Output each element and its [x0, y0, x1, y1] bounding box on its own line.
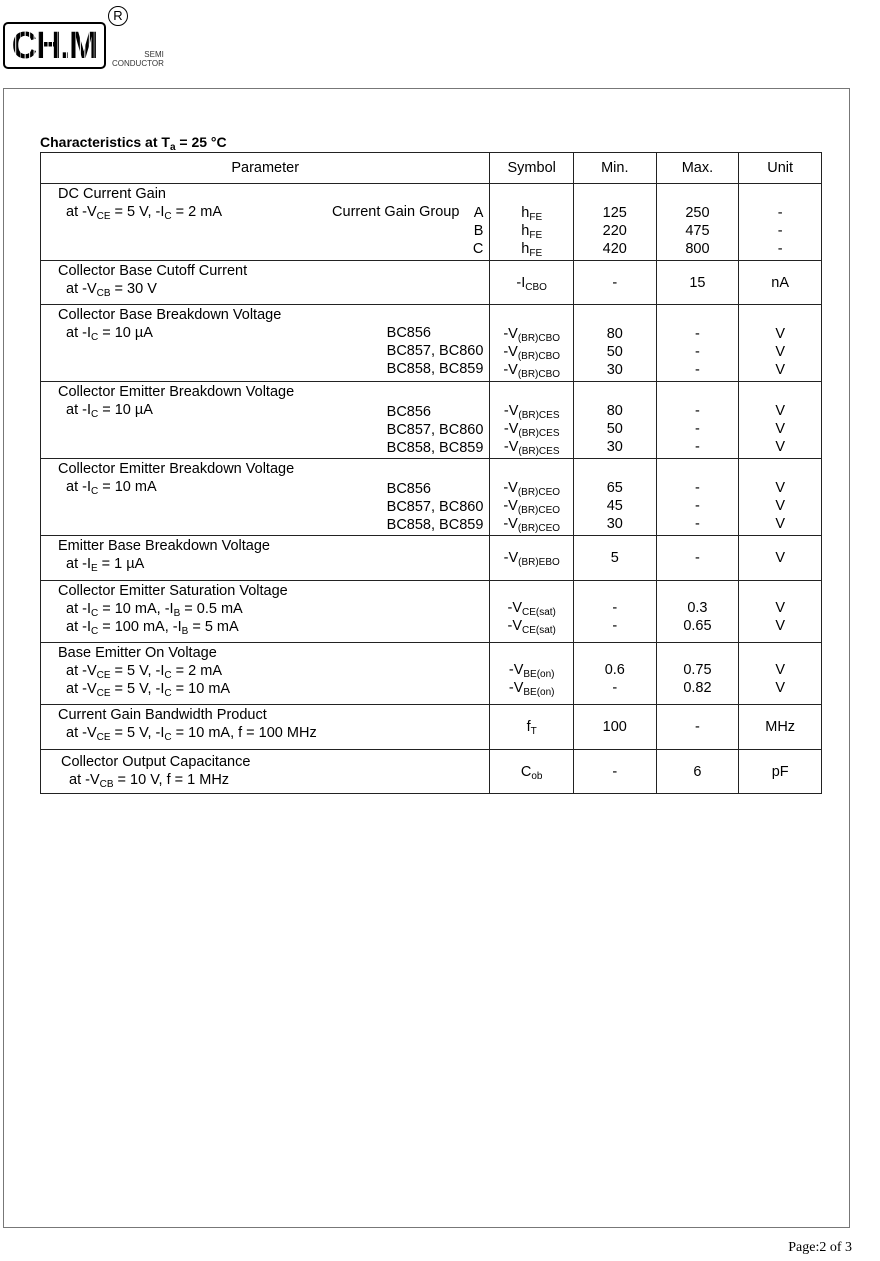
symbol-main: C: [520, 763, 532, 780]
min-value: 5: [610, 550, 619, 566]
condition-text: at -V: [66, 663, 97, 679]
parameter-cell: [41, 705, 490, 750]
symbol-main: -V: [503, 480, 518, 496]
parameter-condition: [61, 771, 489, 789]
condition-text: = 10 V, f = 1 MHz: [113, 772, 230, 788]
condition-subscript: C: [90, 332, 99, 343]
variant-list: [387, 401, 484, 457]
parameter-name: Collector Emitter Breakdown Voltage: [58, 384, 295, 400]
symbol-value: [490, 497, 573, 515]
min-value: -: [612, 763, 618, 780]
symbol-main: -V: [507, 600, 522, 616]
symbol-main: -V: [503, 362, 518, 378]
symbol-subscript: (BR)CBO: [517, 351, 561, 362]
condition-subscript: CE: [96, 670, 111, 681]
condition-text: = 5 V, -I: [110, 663, 165, 679]
variant-item: BC857, BC860: [386, 343, 484, 359]
symbol-main: -V: [503, 498, 518, 514]
symbol-cell: [490, 261, 574, 305]
parameter-cell: [41, 750, 490, 794]
parameter-name: Base Emitter On Voltage: [58, 645, 217, 661]
parameter-condition: [58, 662, 489, 680]
unit-value: V: [775, 498, 785, 514]
symbol-subscript: CBO: [525, 281, 547, 293]
parameter-condition: [58, 680, 489, 698]
condition-text: at -I: [66, 479, 91, 495]
condition-text: = 30 V: [110, 281, 157, 297]
symbol-main: -V: [503, 550, 519, 566]
title-subscript: a: [169, 142, 176, 153]
symbol-subscript: CE(sat): [521, 625, 556, 636]
variant-item: BC857, BC860: [386, 499, 484, 515]
unit-value: pF: [771, 763, 789, 780]
min-value: -: [612, 600, 618, 616]
variant-item: BC858, BC859: [386, 440, 484, 456]
condition-text: at -V: [66, 725, 97, 741]
col-header-parameter: Parameter: [41, 153, 490, 184]
parameter-cell: [41, 459, 490, 536]
max-cell: [656, 184, 739, 261]
min-cell: [574, 382, 657, 459]
unit-cell: [739, 581, 822, 643]
symbol-main: -V: [503, 344, 518, 360]
max-value: 250: [685, 205, 710, 221]
condition-text: at -V: [66, 681, 97, 697]
min-value: 0.6: [604, 662, 625, 678]
condition-text: at -I: [66, 402, 91, 418]
condition-subscript: B: [173, 608, 181, 619]
symbol-cell: [490, 705, 574, 750]
condition-subscript: C: [164, 688, 172, 699]
symbol-subscript: FE: [529, 230, 543, 241]
variant-item: BC856: [386, 481, 431, 497]
variant-list: [332, 203, 484, 258]
variant-item: BC856: [386, 404, 431, 420]
symbol-subscript: FE: [529, 248, 543, 259]
symbol-value: [490, 343, 573, 361]
condition-text: at -V: [66, 281, 97, 297]
symbol-subscript: (BR)CBO: [517, 369, 561, 380]
symbol-subscript: (BR)CES: [518, 446, 560, 457]
condition-subscript: C: [164, 211, 172, 222]
symbol-main: -V: [508, 662, 524, 678]
table-row: [41, 459, 822, 536]
condition-subscript: E: [90, 563, 98, 574]
unit-value: -: [777, 223, 783, 239]
table-row: [41, 305, 822, 382]
symbol-value: [490, 402, 573, 420]
symbol-value: [490, 240, 573, 258]
max-value: 6: [693, 763, 702, 780]
symbol-subscript: CE(sat): [521, 607, 556, 618]
symbol-value: [490, 274, 573, 292]
unit-value: V: [775, 421, 785, 437]
max-cell: [656, 750, 739, 794]
unit-value: V: [775, 403, 785, 419]
min-cell: [574, 705, 657, 750]
condition-subscript: C: [90, 409, 99, 420]
max-value: -: [695, 344, 700, 360]
variant-item: C: [472, 241, 484, 257]
min-cell: [574, 459, 657, 536]
symbol-value: [490, 718, 573, 736]
condition-subscript: B: [181, 626, 189, 637]
max-cell: [656, 305, 739, 382]
parameter-name: Collector Base Breakdown Voltage: [58, 307, 282, 323]
table-row: [41, 705, 822, 750]
min-cell: [574, 261, 657, 305]
table-row: [41, 261, 822, 305]
max-value: -: [695, 516, 700, 532]
unit-value: V: [775, 344, 785, 360]
parameter-condition: [58, 600, 489, 618]
symbol-subscript: (BR)EBO: [518, 557, 560, 568]
unit-value: nA: [771, 274, 790, 291]
parameter-cell: [41, 184, 490, 261]
conductor-text: CONDUCTOR: [112, 59, 164, 68]
symbol-main: -V: [503, 421, 519, 437]
unit-value: V: [775, 662, 785, 678]
variant-items: [387, 324, 484, 378]
symbol-subscript: T: [530, 726, 537, 737]
symbol-cell: [490, 459, 574, 536]
min-value: 125: [602, 205, 627, 221]
variant-items: [387, 480, 484, 534]
unit-value: -: [777, 241, 783, 257]
condition-text: at -V: [69, 772, 100, 788]
condition-subscript: C: [164, 732, 172, 743]
min-value: 65: [606, 480, 623, 496]
condition-subscript: C: [90, 608, 99, 619]
max-cell: [656, 643, 739, 705]
symbol-main: -I: [516, 274, 526, 291]
unit-value: V: [775, 600, 785, 616]
col-header-symbol: Symbol: [490, 153, 574, 184]
condition-text: at -I: [66, 601, 91, 617]
condition-subscript: CB: [96, 288, 111, 299]
symbol-cell: [490, 382, 574, 459]
logo-text: CH.M: [11, 24, 98, 67]
semi-text: SEMI: [144, 50, 164, 59]
condition-text: = 2 mA: [171, 663, 223, 679]
max-value: 0.82: [683, 680, 712, 696]
symbol-main: -V: [507, 618, 522, 634]
unit-cell: [739, 750, 822, 794]
condition-text: = 10 mA, -I: [98, 601, 174, 617]
condition-text: at -V: [66, 204, 97, 220]
symbol-subscript: ob: [531, 770, 543, 782]
condition-text: = 0.5 mA: [180, 601, 243, 617]
condition-text: = 10 µA: [98, 325, 153, 341]
symbol-value: [490, 438, 573, 456]
variant-item: BC856: [386, 325, 431, 341]
symbol-value: [490, 661, 573, 679]
parameter-cell: [41, 536, 490, 581]
semiconductor-label: [112, 50, 164, 68]
symbol-subscript: BE(on): [523, 687, 555, 698]
min-cell: [574, 305, 657, 382]
symbol-main: h: [521, 241, 530, 257]
symbol-cell: [490, 184, 574, 261]
condition-subscript: C: [90, 626, 99, 637]
unit-value: -: [777, 205, 783, 221]
unit-value: V: [775, 680, 785, 696]
parameter-cell: [41, 382, 490, 459]
unit-value: V: [775, 326, 785, 342]
symbol-subscript: (BR)CEO: [517, 523, 561, 534]
variant-item: B: [473, 223, 484, 239]
section-title: [40, 134, 227, 153]
condition-text: = 10 mA: [98, 479, 157, 495]
parameter-cell: [41, 581, 490, 643]
col-header-unit: Unit: [739, 153, 822, 184]
col-header-max: Max.: [656, 153, 739, 184]
parameter-name: Collector Output Capacitance: [61, 754, 251, 770]
min-value: -: [612, 618, 618, 634]
min-cell: [574, 581, 657, 643]
parameter-condition: [58, 555, 489, 573]
symbol-main: h: [521, 205, 530, 221]
symbol-subscript: (BR)CES: [518, 410, 560, 421]
min-value: 30: [606, 516, 623, 532]
max-value: -: [695, 326, 700, 342]
unit-value: V: [775, 439, 785, 455]
min-value: 30: [606, 362, 623, 378]
symbol-value: [490, 325, 573, 343]
max-value: -: [695, 550, 700, 566]
condition-subscript: CB: [99, 779, 114, 790]
condition-text: = 5 V, -I: [110, 681, 165, 697]
variant-item: BC858, BC859: [386, 361, 484, 377]
condition-subscript: CE: [96, 211, 111, 222]
symbol-subscript: FE: [529, 212, 543, 223]
symbol-value: [490, 679, 573, 697]
max-cell: [656, 705, 739, 750]
condition-subscript: CE: [96, 688, 111, 699]
parameter-condition: [58, 280, 489, 298]
parameter-name: Collector Emitter Breakdown Voltage: [58, 461, 295, 477]
table-row: [41, 184, 822, 261]
symbol-value: [490, 763, 573, 781]
symbol-cell: [490, 536, 574, 581]
variant-items: [387, 403, 484, 457]
parameter-cell: [41, 643, 490, 705]
variant-item: BC858, BC859: [386, 517, 484, 533]
parameter-name: Collector Emitter Saturation Voltage: [58, 583, 288, 599]
min-value: 45: [606, 498, 623, 514]
characteristics-table: [40, 152, 822, 794]
symbol-subscript: (BR)CBO: [517, 333, 561, 344]
max-value: -: [695, 480, 700, 496]
condition-subscript: CE: [96, 732, 111, 743]
table-header-row: [41, 153, 822, 184]
condition-text: = 1 µA: [97, 556, 145, 572]
unit-value: MHz: [765, 719, 796, 735]
max-cell: [656, 382, 739, 459]
min-value: 100: [602, 719, 627, 735]
symbol-cell: [490, 750, 574, 794]
max-value: -: [695, 439, 700, 455]
max-value: 0.65: [683, 618, 712, 634]
variant-item: A: [473, 205, 484, 221]
symbol-value: [490, 617, 573, 635]
condition-text: = 5 mA: [188, 619, 239, 635]
variant-items: [473, 203, 483, 258]
condition-text: = 5 V, -I: [110, 725, 165, 741]
title-suffix: = 25 °C: [175, 134, 227, 150]
unit-cell: [739, 643, 822, 705]
page-number: Page:2 of 3: [788, 1240, 852, 1255]
unit-value: V: [775, 480, 785, 496]
min-cell: [574, 643, 657, 705]
parameter-name: Collector Base Cutoff Current: [58, 263, 248, 279]
symbol-subscript: (BR)CEO: [517, 505, 561, 516]
registered-mark-icon: R: [108, 6, 128, 26]
max-value: -: [695, 498, 700, 514]
min-value: -: [612, 680, 618, 696]
unit-cell: [739, 305, 822, 382]
symbol-value: [490, 479, 573, 497]
unit-cell: [739, 261, 822, 305]
condition-text: = 2 mA: [171, 204, 223, 220]
max-value: -: [695, 362, 700, 378]
table-row: [41, 643, 822, 705]
variant-list: [387, 478, 484, 534]
current-gain-group-label: Current Gain Group: [332, 204, 460, 220]
symbol-main: -V: [503, 516, 518, 532]
symbol-value: [490, 420, 573, 438]
condition-text: at -I: [66, 556, 91, 572]
max-cell: [656, 536, 739, 581]
unit-value: V: [775, 362, 785, 378]
parameter-cell: [41, 305, 490, 382]
max-cell: [656, 581, 739, 643]
variant-item: BC857, BC860: [386, 422, 484, 438]
condition-text: = 100 mA, -I: [98, 619, 182, 635]
max-value: 0.3: [687, 600, 708, 616]
min-value: 80: [606, 326, 623, 342]
symbol-cell: [490, 643, 574, 705]
variant-list: [387, 324, 484, 378]
min-value: -: [612, 274, 618, 291]
symbol-subscript: BE(on): [523, 669, 555, 680]
condition-subscript: C: [164, 670, 172, 681]
condition-text: at -I: [66, 619, 91, 635]
max-value: 0.75: [683, 662, 712, 678]
parameter-cell: [41, 261, 490, 305]
condition-text: = 10 µA: [98, 402, 153, 418]
parameter-name: Emitter Base Breakdown Voltage: [58, 538, 270, 554]
min-cell: [574, 536, 657, 581]
condition-text: at -I: [66, 325, 91, 341]
condition-text: = 10 mA: [171, 681, 231, 697]
max-value: -: [695, 421, 700, 437]
symbol-value: [490, 549, 573, 567]
parameter-condition: [58, 618, 489, 636]
condition-text: = 5 V, -I: [110, 204, 165, 220]
symbol-cell: [490, 581, 574, 643]
symbol-cell: [490, 305, 574, 382]
unit-value: V: [775, 618, 785, 634]
symbol-subscript: (BR)CES: [518, 428, 560, 439]
col-header-min: Min.: [574, 153, 657, 184]
unit-value: V: [775, 550, 785, 566]
table-row: [41, 536, 822, 581]
max-value: 475: [685, 223, 710, 239]
unit-cell: [739, 459, 822, 536]
max-cell: [656, 459, 739, 536]
min-cell: [574, 750, 657, 794]
unit-cell: [739, 705, 822, 750]
condition-text: = 10 mA, f = 100 MHz: [171, 725, 317, 741]
table-row: [41, 382, 822, 459]
symbol-main: -V: [503, 439, 519, 455]
symbol-subscript: (BR)CEO: [517, 487, 561, 498]
min-value: 50: [606, 344, 623, 360]
min-value: 50: [606, 421, 623, 437]
parameter-condition: [58, 724, 489, 742]
unit-cell: [739, 184, 822, 261]
max-cell: [656, 261, 739, 305]
unit-value: V: [775, 516, 785, 532]
parameter-name: DC Current Gain: [58, 186, 166, 202]
company-logo: [3, 22, 106, 69]
min-value: 420: [602, 241, 627, 257]
max-value: 15: [689, 274, 706, 291]
unit-cell: [739, 382, 822, 459]
max-value: -: [695, 719, 700, 735]
unit-cell: [739, 536, 822, 581]
symbol-value: [490, 599, 573, 617]
symbol-main: -V: [503, 326, 518, 342]
min-cell: [574, 184, 657, 261]
condition-subscript: C: [90, 486, 99, 497]
title-prefix: Characteristics at T: [40, 134, 170, 150]
max-value: 800: [685, 241, 710, 257]
table-row: [41, 750, 822, 794]
min-value: 30: [606, 439, 623, 455]
symbol-main: -V: [503, 403, 519, 419]
symbol-value: [490, 361, 573, 379]
symbol-value: [490, 515, 573, 533]
symbol-main: h: [521, 223, 530, 239]
min-value: 220: [602, 223, 627, 239]
symbol-value: [490, 222, 573, 240]
max-value: -: [695, 403, 700, 419]
symbol-main: -V: [508, 680, 524, 696]
symbol-main: f: [526, 719, 531, 735]
table-row: [41, 581, 822, 643]
symbol-value: [490, 204, 573, 222]
parameter-name: Current Gain Bandwidth Product: [58, 707, 267, 723]
min-value: 80: [606, 403, 623, 419]
